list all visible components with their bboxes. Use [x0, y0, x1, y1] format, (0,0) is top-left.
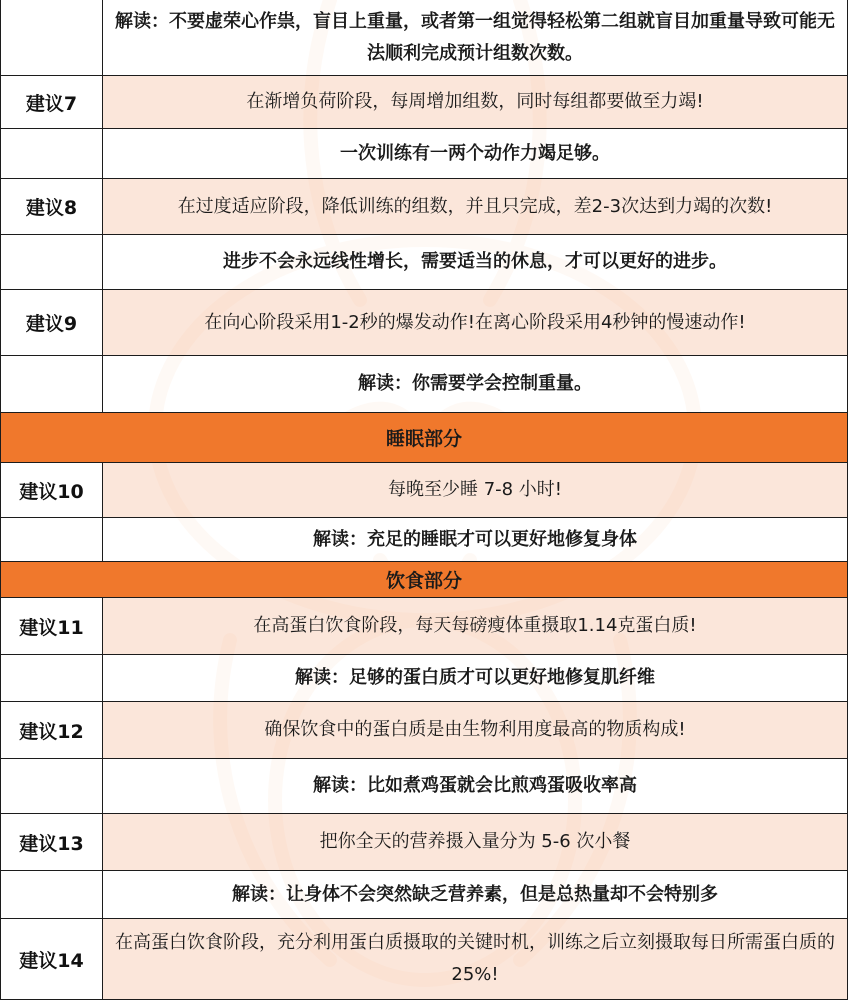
row-label [0, 0, 103, 76]
table-row [0, 290, 848, 356]
section-header: 睡眠部分 [0, 413, 848, 463]
advice-text: 每晚至少睡 7-8 小时! [103, 463, 848, 518]
row-label: 建议13 [0, 814, 103, 871]
row-label: 建议7 [0, 76, 103, 129]
row-label [0, 129, 103, 179]
table-row [0, 598, 848, 655]
table-row [0, 235, 848, 290]
row-label: 建议11 [0, 598, 103, 655]
table-row [0, 702, 848, 759]
explanation-text: 解读：足够的蛋白质才可以更好地修复肌纤维 [103, 655, 848, 702]
table-row [0, 518, 848, 562]
table-row [0, 655, 848, 702]
row-label: 建议12 [0, 702, 103, 759]
table-row [0, 129, 848, 179]
table-row [0, 814, 848, 871]
row-label [0, 871, 103, 919]
row-label [0, 759, 103, 814]
table-row [0, 179, 848, 235]
explanation-text: 解读：让身体不会突然缺乏营养素，但是总热量却不会特别多 [103, 871, 848, 919]
advice-text: 在过度适应阶段，降低训练的组数，并且只完成，差2-3次达到力竭的次数! [103, 179, 848, 235]
row-label: 建议8 [0, 179, 103, 235]
table-row [0, 919, 848, 1000]
section-header: 饮食部分 [0, 562, 848, 598]
table-row [0, 871, 848, 919]
row-label [0, 356, 103, 413]
advice-text: 确保饮食中的蛋白质是由生物利用度最高的物质构成! [103, 702, 848, 759]
table-row [0, 759, 848, 814]
table-row [0, 76, 848, 129]
explanation-text: 解读：不要虚荣心作祟，盲目上重量，或者第一组觉得轻松第二组就盲目加重量导致可能无法顺利完成预计组数次数。 [103, 0, 848, 76]
row-label: 建议14 [0, 919, 103, 1000]
table-row [0, 463, 848, 518]
advice-text: 在向心阶段采用1-2秒的爆发动作!在离心阶段采用4秒钟的慢速动作! [103, 290, 848, 356]
table-row [0, 0, 848, 76]
explanation-text: 进步不会永远线性增长，需要适当的休息，才可以更好的进步。 [103, 235, 848, 290]
row-label: 建议9 [0, 290, 103, 356]
row-label [0, 518, 103, 562]
row-label: 建议10 [0, 463, 103, 518]
advice-text: 在高蛋白饮食阶段，充分利用蛋白质摄取的关键时机，训练之后立刻摄取每日所需蛋白质的25%! [103, 919, 848, 1000]
row-label [0, 655, 103, 702]
table-row [0, 356, 848, 413]
explanation-text: 解读：你需要学会控制重量。 [103, 356, 848, 413]
advice-text: 在高蛋白饮食阶段，每天每磅瘦体重摄取1.14克蛋白质! [103, 598, 848, 655]
explanation-text: 一次训练有一两个动作力竭足够。 [103, 129, 848, 179]
advice-text: 在渐增负荷阶段，每周增加组数，同时每组都要做至力竭! [103, 76, 848, 129]
explanation-text: 解读：充足的睡眠才可以更好地修复身体 [103, 518, 848, 562]
row-label [0, 235, 103, 290]
advice-text: 把你全天的营养摄入量分为 5-6 次小餐 [103, 814, 848, 871]
explanation-text: 解读：比如煮鸡蛋就会比煎鸡蛋吸收率高 [103, 759, 848, 814]
